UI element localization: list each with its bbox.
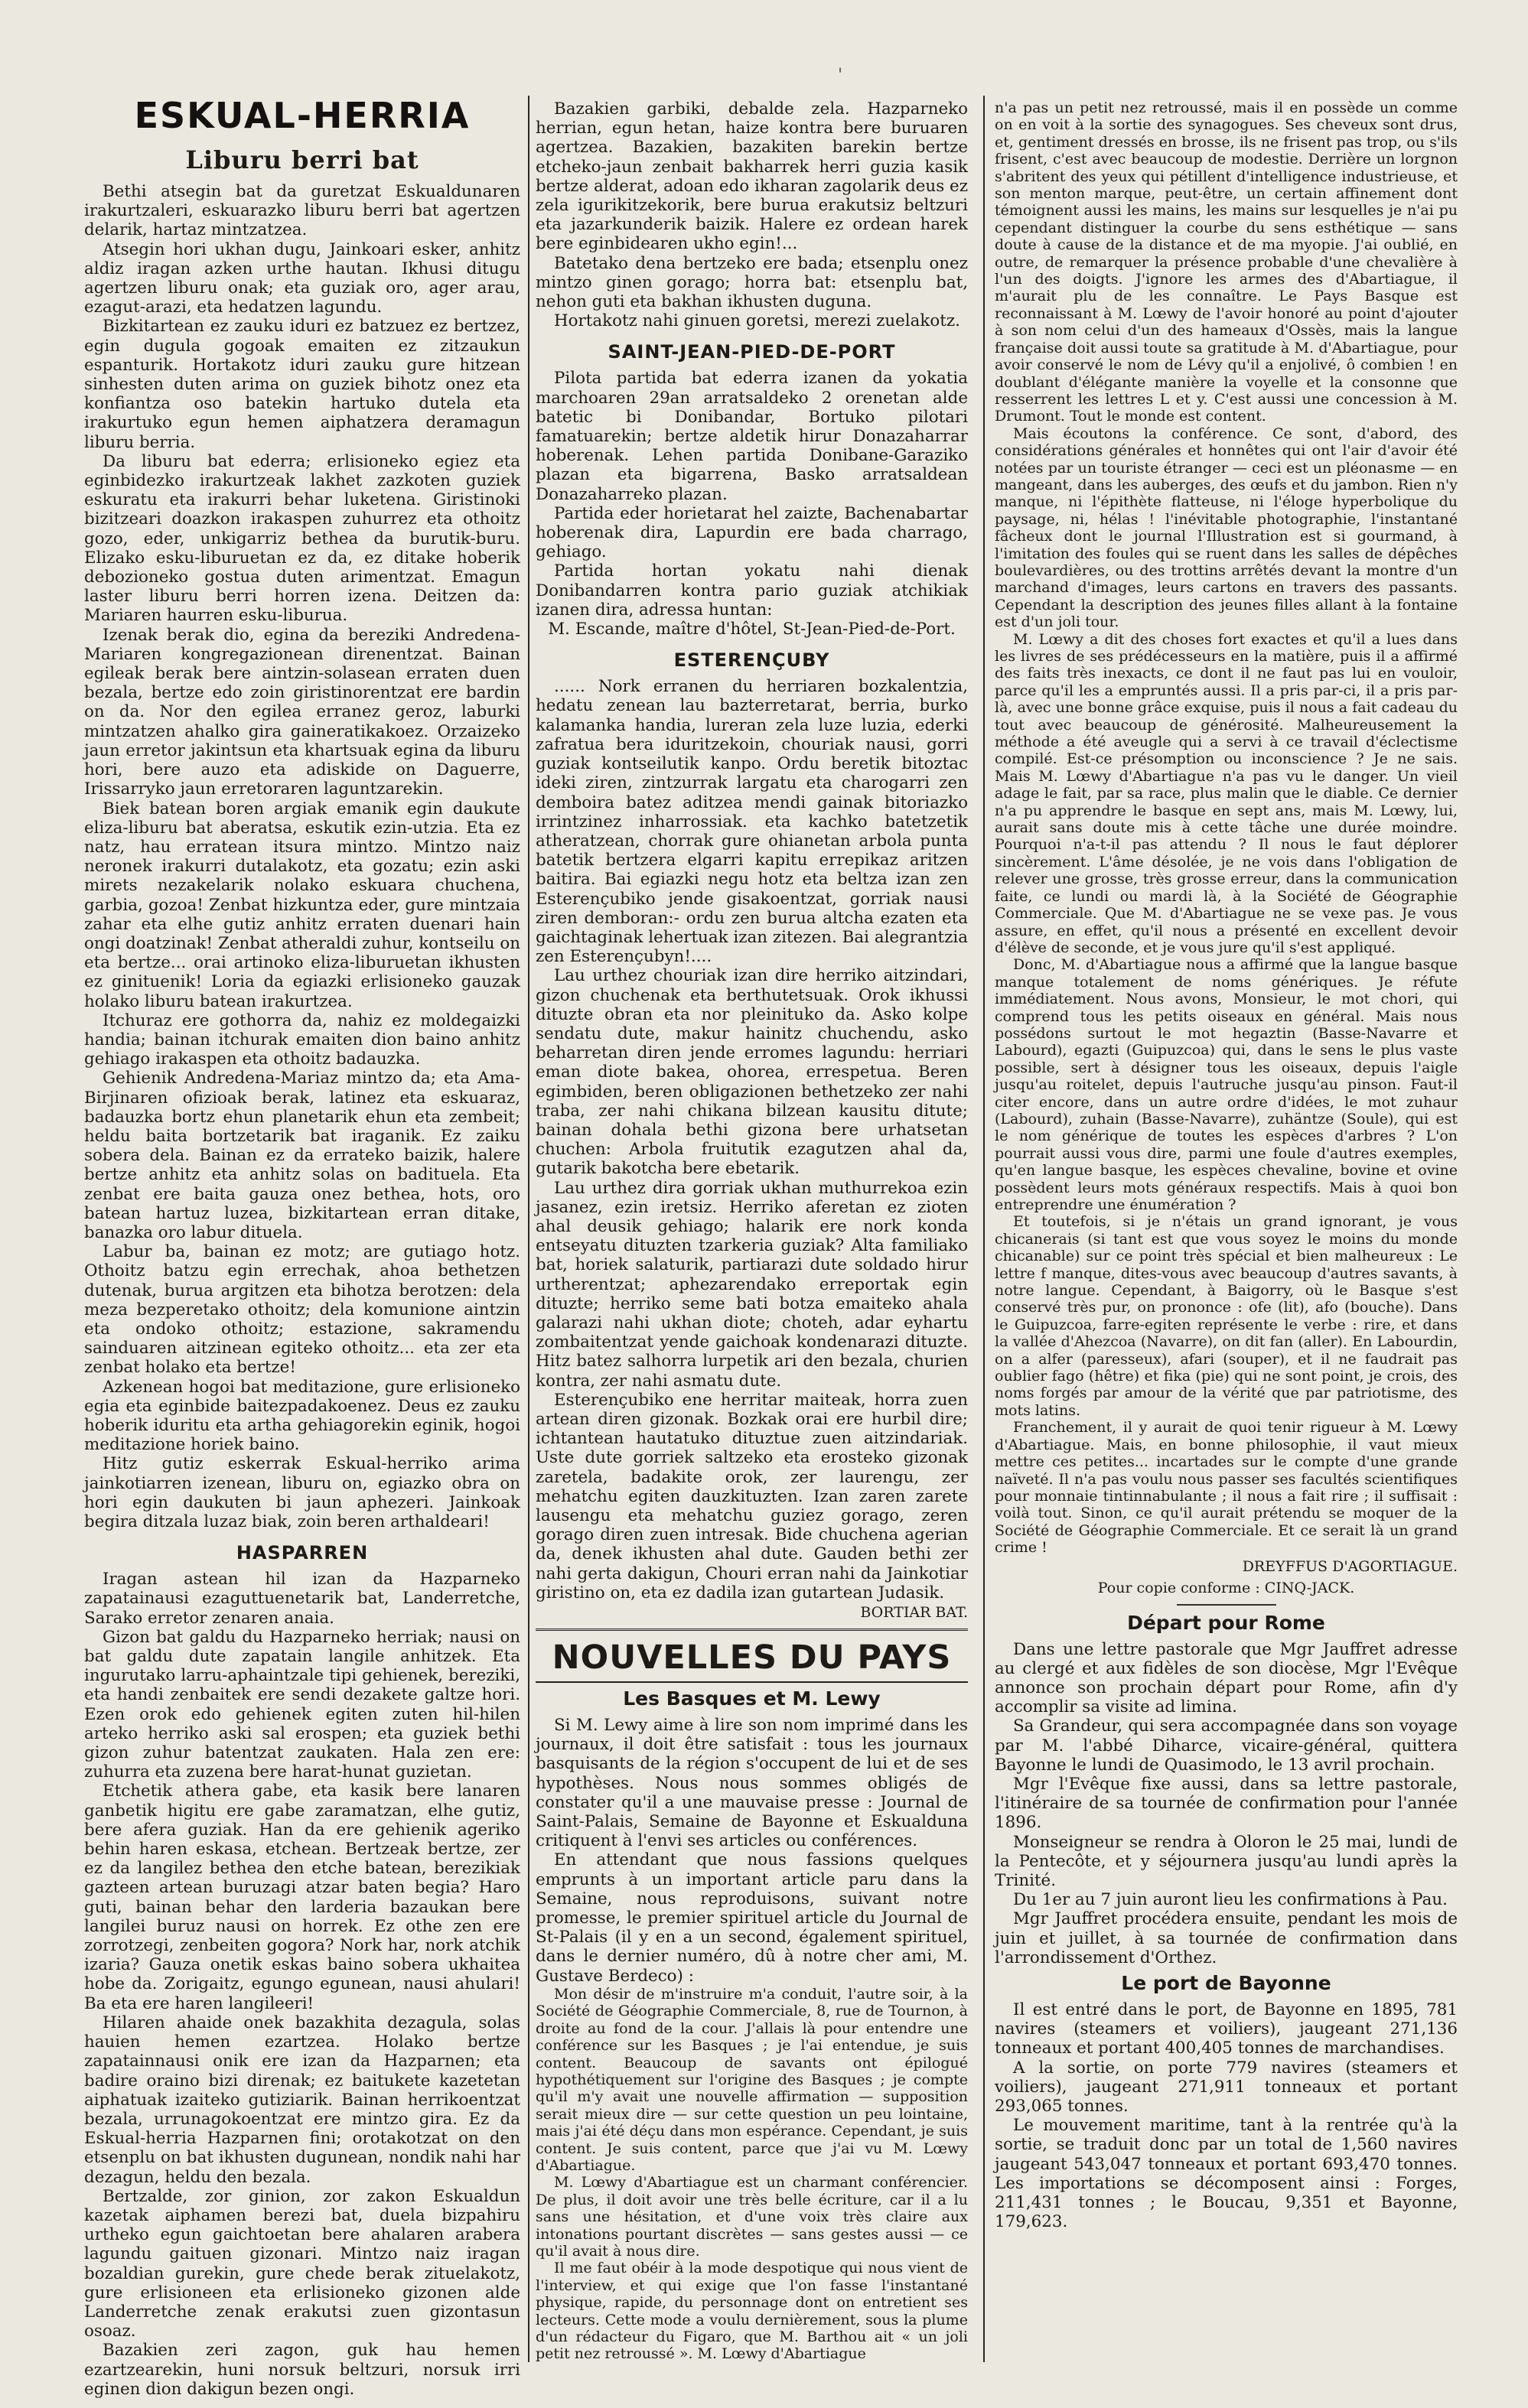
section-title-esterencuby: ESTERENÇUBY <box>673 649 830 672</box>
paragraph: Gehienik Andredena-Mariaz mintzo da; eta Ama-Birjinaren ofizioak berak, latinez eta eskuaraz, badauzka bortz ehun planetarik ehun eta zembeit; heldu baita bortzetarik bat iraganik. Ez zaiku sobera dela. Bainan ez da errateko baizik, halere bertze anhitz eta anhitz solas on badituela. Eta zenbat ere baita gauza onez bethea, hots, oro batean hartuz luzea, bizkitartean erran ditake, banazka oro labur dituela. <box>84 1069 520 1242</box>
paragraph: Monseigneur se rendra à Oloron le 25 mai, lundi de la Pentecôte, et y séjournera jusqu'au lundi après la Trinité. <box>995 1832 1458 1890</box>
quoted-article-continued <box>995 99 1458 1557</box>
paragraph: Et toutefois, si je n'étais un grand ignorant, je vous chicanerais (si tant est que vous soyez le moins du monde chicanable) sur ce point très spécial et bien malheureux : Le lettre f manque, dites-vous avec beaucoup d'autres savants, à notre langue. Cependant, à Baigorry, où le Basque s'est conservé très pur, on prononce : ofe (lit), afo (bouche). Dans le Guipuzcoa, farre-egiten représente le verbe : rire, et dans la vallée d'Ahezcoa (Navarre), on dit fan (aller). En Labourdin, on a alfer (paresseux), afari (souper), et il ne faudrait pas oublier fago (hêtre) et fika (pie) qui ne sont point, je crois, des noms forgés par amour de la vérité que par patriotisme, des mots latins. <box>995 1213 1458 1419</box>
paragraph: Biek batean boren argiak emanik egin daukute eliza-liburu bat aberatsa, eskutik ezin-utzia. Eta ez natz, hau erratean itsura mintzo. Mintzo naiz neronek irakurri dutalakotz, eta gozatu; ezin aski mirets nezakelarik nolako eskuara chuchena, garbia, gozoa! Zenbat hizkuntza eder, gure mintzaia zahar eta elhe gutiz anhitz erraten duenari hain ongi doatzinak! Zenbat atheraldi zuhur, kontseilu on eta bertze... orai artinoko eliza-liburuetan ikhusten ez ginituenik! Loria da egiazki erlisioneko gauzak holako liburu batean irakurtzea. <box>84 799 520 1011</box>
paragraph: Il est entré dans le port, de Bayonne en 1895, 781 navires (steamers et voiliers), jaugeant 271,136 tonneaux et portant 400,405 tonnes de marchandises. <box>995 2000 1458 2058</box>
paragraph: Etchetik athera gabe, eta kasik bere lanaren ganbetik higitu ere gabe zaramatzan, elhe gutiz, bere afera guziak. Han da ere gehienik ageriko behin haren eskasa, etchean. Bertzeak bertze, zer ez da langilez bethea den etche batean, berezikiak gazteen artean buruzagi atzar baten begia? Haro guti, bainan behar den larderia bazaukan bere langilei buruz nausi on horrek. Ez othe zen ere zorrotzegi, zenbeiten gogora? Nork har, nork atchik izaria? Gauza onetik eskas baino sobera ukhaitea hobe da. Zorigaitz, egungo egunean, nausi ahulari! Ba eta ere haren langileeri! <box>84 1782 520 2013</box>
paragraph: M. Lœwy a dit des choses fort exactes et qu'il a lues dans les livres de ses prédécesseurs en la matière, puis il a affirmé des faits très inexacts, ce dont il ne faut pas lui en vouloir, parce qu'il les a empruntés aussi. Il a pris par-ci, il a pris par-là, avec une bonne grâce exquise, puis il nous a fait cadeau du tout avec beaucoup de générosité. Malheureusement la méthode a été aveugle qui a servi à ce travail d'éclectisme compilé. Est-ce présomption ou inconscience ? Je ne sais. Mais M. Lœwy d'Abartiague n'a pas vu le danger. Un vieil adage le fait, par sa race, plus malin que le diable. Ce dernier n'a pu apprendre le basque en sept ans, mais M. Lœwy, lui, aurait sans doute mis à cette tâche une durée moindre. Pourquoi n'a-t-il pas attendu ? Il nous le faut déplorer sincèrement. L'âme désolée, je ne vois dans l'obligation de relever une grosse, très grosse erreur, dans la communication faite, ce lundi ou mardi là, à la Société de Géographie Commerciale. Que M. d'Abartiague ne se vexe pas. Je vous assure, en effet, qu'il nous a présenté en excellent devoir d'élève de seconde, et je vous jure qu'il s'est appliqué. <box>995 630 1458 956</box>
column-2 <box>536 84 968 2362</box>
paragraph: Da liburu bat ederra; erlisioneko egiez eta eginbidezko irakurtzeak lakhet zazkoten guziek eskuratu eta irakurri behar luketena. Giristinoki bizitzeari doazkon irakaspen zuhurrez eta othoitz gozo, eder, unkigarriz bethea da burutik-buru. Elizako esku-liburuetan ez da, ez ditake hoberik debozioneko gostua duten arimentzat. Emagun laster liburu berri horren izena. Deitzen da: Mariaren haurren esku-liburua. <box>84 451 520 626</box>
paragraph: Mon désir de m'instruire m'a conduit, l'autre soir, à la Société de Géographie Commerciale, 8, rue de Tournon, à droite au fond de la cour. J'allais là pour entendre une conférence sur les Basques ; je l'ai entendue, je suis content. Beaucoup de savants ont épilogué hypothétiquement sur l'origine des Basques ; je compte qu'il m'y avait une nouvelle affirmation — supposition serait mieux dire — sur cette question un peu lointaine, mais j'ai été déçu dans mon espérance. Cependant, je suis content. Je suis content, parce que j'ai vu M. Lœwy d'Abartiague. <box>536 1985 968 2174</box>
paragraph: Itchuraz ere gothorra da, nahiz ez moldegaizki handia; bainan itchurak emaiten dion baino anhitz gehiago irakaspen eta othoitz badauzka. <box>84 1010 520 1069</box>
paragraph: Gizon bat galdu du Hazparneko herriak; nausi on bat galdu dute zapatain langile anhitzek. Eta ingurutako larru-aphaintzale tipi gehienek, bereziki, eta handi zenbaitek ere sendi dezakete galtze hori. Ezen orok edo gehienek egiten zuten hil-hilen arteko herriko aski sal erospen; eta guziek bethi gizon zuhur batentzat zaukaten. Hala zen ere: zuhurra eta zuzena bere harat-hunat guzietan. <box>84 1627 520 1782</box>
paragraph: Pilota partida bat ederra izanen da yokatia marchoaren 29an arratsaldeko 2 orenetan alde batetic bi Donibandar, Bortuko pilotari famatuarekin; bertze aldetik hirur Donazaharrar hoberenak. Lehen partida Donibane-Garaziko plazan eta bigarrena, Basko arratsaldean Donazaharreko plazan. <box>536 369 968 504</box>
paragraph: Izenak berak dio, egina da bereziki Andredena-Mariaren kongregazionean direnentzat. Bainan egileak berak bere aintzin-solasean erraten duen bezala, bertze edo zoin giristinorentzat ere bardin on da. Nor den egilea erranez geroz, laburki mintzatzen ahalko gira gaineratikakoez. Orzaizeko jaun erretor jakintsun eta khartsuak egina da liburu hori, bere auzo eta adiskide on Daguerre, Irissarryko jaun erretoraren laguntzarekin. <box>84 625 520 799</box>
paragraph: Bertzalde, zor ginion, zor zakon Eskualdun kazetak aiphamen berezi bat, duela bizpahiru urtheko egun gaichtoetan bere ahalaren arabera lagundu gaituen gizonari. Mintzo naiz iragan bozaldian gurekin, gure chede berak zituelakotz, gure erlisioneen eta erlisioneko gizonen alde Landerretche zenak erakutsi zuen gizontasun osoaz. <box>84 2186 520 2341</box>
paragraph: Le mouvement maritime, tant à la rentrée qu'à la sortie, se traduit donc par un total de 1,560 navires jaugeant 543,047 tonneaux et portant 693,470 tonnes. Les importations se décomposent ainsi : Forges, 211,431 tonnes ; le Boucau, 9,351 et Bayonne, 179,623. <box>995 2116 1458 2232</box>
paragraph: Partida eder horietarat hel zaizte, Bachenabartar hoberenak dira, Lapurdin ere bada charrago, gehiago. <box>536 503 968 562</box>
paragraph: Mgr l'Evêque fixe aussi, dans sa lettre pastorale, l'itinéraire de sa tournée de confirmation pour l'année 1896. <box>995 1774 1458 1833</box>
column-1 <box>84 84 520 2399</box>
section-title-depart: Départ pour Rome <box>1127 1611 1325 1634</box>
paragraph: Hilaren ahaide onek bazakhita dezagula, solas hauien hemen ezartzea. Holako bertze zapatainnausi onik ere izan da Hazparnen; eta badire oraino bizi direnak; ez baitukete kazetetan aiphatuak izaiteko gutiziarik. Bainan herrikoentzat bezala, urrunagokoentzat ere mintzo gira. Ez da Eskual-herria Hazparnen fini; orotakotzat on den etsenplu on bat ikhusten dugunean, nondik nahi har dezagun, heldu den bezala. <box>84 2013 520 2187</box>
paragraph: Batetako dena bertzeko ere bada; etsenplu onez mintzo ginen gorago; horra bat: etsenplu bat, nehon guti eta bakhan ikhusten duguna. <box>536 253 968 312</box>
esterencuby-body <box>536 677 968 1621</box>
paragraph: Hortakotz nahi ginuen goretsi, merezi zuelakotz. <box>554 311 960 331</box>
article-body <box>84 182 520 1531</box>
paragraph: ...... Nork erranen du herriaren bozkalentzia, hedatu zenean lau bazterretarat, berria, burko kalamanka handia, lureran zela luze luzia, ederki zafratua bera iduritzekoin, chouriak nausi, gorri guziak kontseilutik kanpo. Ordu beretik bitoztac ideki ziren, zintzurrak largatu eta charogarri zen demboira batez aditzea mendi gainak bitoriazko irrintzinez inharrossiak. eta kachko batetzetik atheratzean, chorrak gure ohianetan arbola punta batetik bertzera elgarri kapitu errepikaz aritzen baitira. Bai egiazki negu hotz eta beltza izan zen Esterençubiko jende gisakoentzat, gorriak nausi ziren demboran:- ordu zen burua altcha ezaten eta gaichtaginak lehertuak izan zitezen. Bai alegrantzia zen Esterençubyn!.... <box>536 677 968 967</box>
paragraph: M. Escande, maître d'hôtel, St-Jean-Pied-de-Port. <box>548 620 956 639</box>
paragraph: Lau urthez chouriak izan dire herriko aitzindari, gizon chuchenak eta berthutetsuak. Orok ikhussi dituzte obran eta nor pleinituko da. Asko kolpe sendatu dute, makur hainitz chuchendu, asko beharretan diren jende erromes lagundu: herriari eman diote bakea, ohorea, errespetua. Beren egimbiden, beren obligazionen bethetzeko zer nahi traba, zer nahi chikana bilzean kausitu ditute; bainan dohala bethi gizona bere urhatsetan chuchen: Arbola fruitutik ezagutzen ahal da, gutarik bakotcha bere ebetarik. <box>536 966 968 1179</box>
subsection-title: Les Basques et M. Lewy <box>623 1687 881 1710</box>
paragraph: n'a pas un petit nez retroussé, mais il en possède un comme on en voit à la sortie des synagogues. Ses cheveux sont drus, et, gentiment dressés en brosse, ils ne frisent pas trop, ou s'ils frisent, c'est avec beaucoup de modestie. Derrière un lorgnon s'abritent des yeux qui pétillent d'intelligence industrieuse, et son menton marque, peut-être, un certain affinement dont témoignent aussi les mains, les mains sur lesquelles je n'ai pu cependant distinguer la courbe du sens esthétique — sans doute à cause de la distance et de ma myopie. J'ai oublié, en outre, de remarquer la présence probable d'une chevalière à l'un des doigts. J'ignore les armes des d'Abartiague, il m'aurait plu de les connaître. Le Pays Basque est reconnaissant à M. Lœwy de l'avoir honoré au point d'ajouter à son nom celui d'un des hameaux d'Ossès, mais la langue française doit aussi toute sa gratitude à M. d'Abartiague, pour avoir conservé le nom de Lévy qu'il a enjolivé, ô combien ! en doublant d'élégante manière la voyelle et la consonne que resserrent les lettres L et y. C'est aussi une concession à M. Drumont. Tout le monde est content. <box>995 99 1458 425</box>
section-title-saint-jean: SAINT-JEAN-PIED-DE-PORT <box>608 341 896 363</box>
section-title-hasparren: HASPARREN <box>236 1542 369 1564</box>
paragraph: Mais écoutons la conférence. Ce sont, d'abord, des considérations générales et honnêtes qui ont l'air d'avoir été notées par un touriste étranger — ceci est un pléonasme — en mangeant, dans les auberges, des œufs et du jambon. Rien n'y manque, ni l'épithète flatteuse, ni l'éloge hyperbolique du paysage, ni, hélas ! l'inévitable photographie, l'instantané fâcheux dont le journal l'Illustration est si gourmand, à l'imitation des foules qui se ruent dans les salles de dépêches boulevardières, ou des trottins arrêtés devant la montre d'un marchand d'images, leurs cartons en travers des passants. Cependant la description des jeunes filles allant à la fontaine est d'un joli tour. <box>995 425 1458 631</box>
port-body <box>995 2000 1458 2231</box>
signature: BORTIAR BAT. <box>860 1604 968 1622</box>
paragraph: Bazakien garbiki, debalde zela. Hazparneko herrian, egun hetan, haize kontra bere buruaren agertzea. Bazakien, bazakiten barekin bertze etcheko-jaun zenbait bakharrek herri guzia kasik bertze alderat, adoan edo ikharan zagolarik deus ez zela igurikitzekorik, bere burua erakutsiz beltzuri eta jazarkunderik baizik. Halere ez ordean harek bere eginbidearen ukho egin!... <box>536 99 968 254</box>
quoted-article <box>536 1986 968 2363</box>
copy-note: Pour copie conforme : CINQ-JACK. <box>1097 1579 1355 1596</box>
paragraph: Il me faut obéir à la mode despotique qui nous vient de l'interview, et qui exige que l'on fasse l'instantané physique, rapide, du personnage dont on entretient ses lecteurs. Cette mode a voulu dernièrement, sous la plume d'un rédacteur du Figaro, que M. Barthou ait « un joli petit nez retroussé ». M. Lœwy d'Abartiague <box>536 2260 968 2363</box>
paragraph: Franchement, il y aurait de quoi tenir rigueur à M. Lœwy d'Abartiague. Mais, en bonne philosophie, il vaut mieux mettre ces petites... incartades sur le compte d'une grande naïveté. Il n'a pas voulu nous passer ses facultés scientifiques pour monnaie tintinnabulante ; il nous a fait rire ; il suffisait : voilà tout. Sinon, ce qu'il aurait prétendu se moquer de la Société de Géographie Commerciale. Et ce serait là un grand crime ! <box>995 1419 1458 1557</box>
paragraph: Labur ba, bainan ez motz; are gutiago hotz. Othoitz batzu egin errechak, ahoa bethetzen dutenak, burua argitzen eta bihotza berotzen: dela meza bezperetako othoitz; dela komunione aintzin eta ondoko othoitz; estazione, sakramendu sainduaren aitzinean egiteko othoitz... eta zer eta zenbat holako eta bertze! <box>84 1242 520 1378</box>
paragraph: Bazakien zeri zagon, guk hau hemen ezartzearekin, huni norsuk beltzuri, norsuk irri eginen dion dakigun bezen ongi. <box>84 2341 520 2399</box>
paragraph: Lau urthez dira gorriak ukhan muthurrekoa ezin jasanez, ezin iretsiz. Herriko aferetan ez zioten ahal deusik gehiago; halarik ere nork konda entseyatu dituzten tzarkeria guziak? Alta familiako bat, horiek salaturik, partiarazi dute soldado hirur urtherentzat; aphezarendako erreportak egin dituzte; herriko seme bati botza emaiteko ahala galarazi nahi ukhan diote; choteh, adar eyhartu zombaitentzat yende gaichoak kondenarazi dituzte. Hitz batez salhorra lurpetik ari den bezala, churien kontra, zer nahi asmatu dute. <box>536 1178 968 1391</box>
paragraph: Du 1er au 7 juin auront lieu les confirmations à Pau. <box>1013 1890 1448 1910</box>
paragraph: Sa Grandeur, qui sera accompagnée dans son voyage par M. l'abbé Diharce, vicaire-général, quittera Bayonne le lundi de Quasimodo, le 13 avril prochain. <box>995 1717 1458 1775</box>
paragraph: Si M. Lewy aime à lire son nom imprimé dans les journaux, il doit être satisfait : tous les journaux basquisants de la région s'occupent de lui et de ses hypothèses. Nous nous sommes obligés de constater qu'il a une mauvaise presse : Journal de Saint-Palais, Semaine de Bayonne et Eskualduna critiquent à l'envi ses articles ou conférences. <box>536 1716 968 1851</box>
masthead: ESKUAL-HERRIA <box>134 95 471 136</box>
section-banner-nouvelles: NOUVELLES DU PAYS <box>536 1629 968 1683</box>
divider <box>1177 1604 1276 1606</box>
article-title: Liburu berri bat <box>185 145 419 174</box>
paragraph: A la sortie, on porte 779 navires (steamers et voiliers), jaugeant 271,911 tonneaux et portant 293,065 tonnes. <box>995 2058 1458 2116</box>
column-rule-2 <box>983 96 985 2362</box>
column-3 <box>995 84 1458 2362</box>
nouvelles-body <box>536 1716 968 1986</box>
paragraph: M. Lœwy d'Abartiague est un charmant conférencier. De plus, il doit avoir une très belle écriture, car il a lu sans une hésitation, et d'une voix très claire aux intonations pourtant discrètes — sans gestes aussi — ce qu'il avait à nous dire. <box>536 2174 968 2260</box>
paragraph: Azkenean hogoi bat meditazione, gure erlisioneko egia eta eginbide baitezpadakoenez. Deus ez zauku hoberik iduritu eta artha gehiagorekin eginik, hogoi meditazione horiek baino. <box>84 1377 520 1455</box>
saint-jean-body <box>536 369 968 639</box>
hasparren-body <box>84 1570 520 2399</box>
section-title-port: Le port de Bayonne <box>1121 1971 1331 1994</box>
page-mark: ' <box>838 66 843 85</box>
paragraph: Bizkitartean ez zauku iduri ez batzuez ez bertzez, egin dugula gogoak emaiten ez zitzaukun espanturik. Hortakotz iduri zauku gure hitzean sinhesten duten arima on guziek bihotz onez eta konfiantza oso batekin hartuko dutela eta irakurtuko egun hemen aiphatzera deramagun liburu berria. <box>84 317 520 452</box>
paragraph: Bethi atsegin bat da guretzat Eskualdunaren irakurtzaleri, eskuarazko liburu berri bat agertzen delarik, hartaz mintzatzea. <box>84 182 520 240</box>
hasparren-continued <box>536 99 968 330</box>
column-rule-1 <box>528 96 529 2362</box>
paragraph: En attendant que nous fassions quelques emprunts à un important article paru dans la Semaine, nous reproduisons, suivant notre promesse, le premier spirituel article du Journal de St-Palais (il y en a un second, également spirituel, dans le dernier numéro, dû à notre cher ami, M. Gustave Berdeco) : <box>536 1850 968 1986</box>
paragraph: Partida hortan yokatu nahi dienak Donibandarren kontra pario guziak atchikiak izanen dira, adressa huntan: <box>536 561 968 620</box>
paragraph: Hitz gutiz eskerrak Eskual-herriko arima jainkotiarren izenean, liburu on, egiazko obra on hori egin daukuten bi jaun aphezeri. Jainkoak begira ditzala luzaz biak, zoin beren arthaldeari! <box>84 1454 520 1532</box>
paragraph: Iragan astean hil izan da Hazparneko zapatainausi ezaguttuenetarik bat, Landerretche, Sarako erretor zenaren anaia. <box>84 1570 520 1628</box>
paragraph: Dans une lettre pastorale que Mgr Jauffret adresse au clergé et aux fidèles de son diocèse, Mgr l'Evêque annonce son prochain départ pour Rome, afin d'y accomplir sa visite ad limina. <box>995 1639 1458 1717</box>
paragraph: Atsegin hori ukhan dugu, Jainkoari esker, anhitz aldiz iragan azken urthe hautan. Ikhusi ditugu agertzen liburu onak; eta guziak oro, ager arau, ezagut-arazi, eta hedatzen lagundu. <box>84 239 520 317</box>
signature: DREYFFUS D'AGORTIAGUE. <box>1242 1557 1458 1575</box>
paragraph: Donc, M. d'Abartiague nous a affirmé que la langue basque manque totalement de noms génériques. Je réfute immédiatement. Nous avons, Monsieur, le mot chori, qui comprend tous les petits oiseaux en général. Mais nous possédons surtout le mot hegaztin (Basse-Navarre et Labourd), egazti (Guipuzcoa) qui, dans le sens le plus vaste possible, sert à désigner tous les oiseaux, depuis l'aigle jusqu'au roitelet, depuis l'autruche jusqu'au pinson. Faut-il citer encore, dans un autre ordre d'idées, le mot zuhaur (Labourd), zuhain (Basse-Navarre), zuhäntze (Soule), qui est le nom générique de toutes les espèces d'arbres ? L'on pourrait aussi vous dire, parmi une foule d'autres exemples, qu'en langue basque, les espèces chevaline, bovine et ovine possèdent leurs mots généraux respectifs. Mais à quoi bon entreprendre une énumération ? <box>995 956 1458 1213</box>
paragraph: Esterençubiko ene herritar maiteak, horra zuen artean diren gizonak. Bozkak orai ere hurbil dire; ichtantean hautatuko dituztue zuen aitzindariak. Uste dute gorriek saltzeko eta erosteko gizonak zaretela, badakite orok, zer laurengu, zer mehatchu egiten dauzkituzten. Izan zaren zarete lausengu eta mehatchu guziez gorago, zeren gorago diren zuen intresak. Bide chuchena agerian da, denek ikhusten ahal dute. Gauden bethi zer nahi gerta dakigun, Chouri erran nahi da Jainkotiar giristino on, eta ez dadila izan gutartean Judasik. <box>536 1390 968 1603</box>
depart-body <box>995 1640 1458 1967</box>
paragraph: Mgr Jauffret procédera ensuite, pendant les mois de juin et juillet, à sa tournée de confirmation dans l'arrondissement d'Orthez. <box>995 1909 1458 1967</box>
